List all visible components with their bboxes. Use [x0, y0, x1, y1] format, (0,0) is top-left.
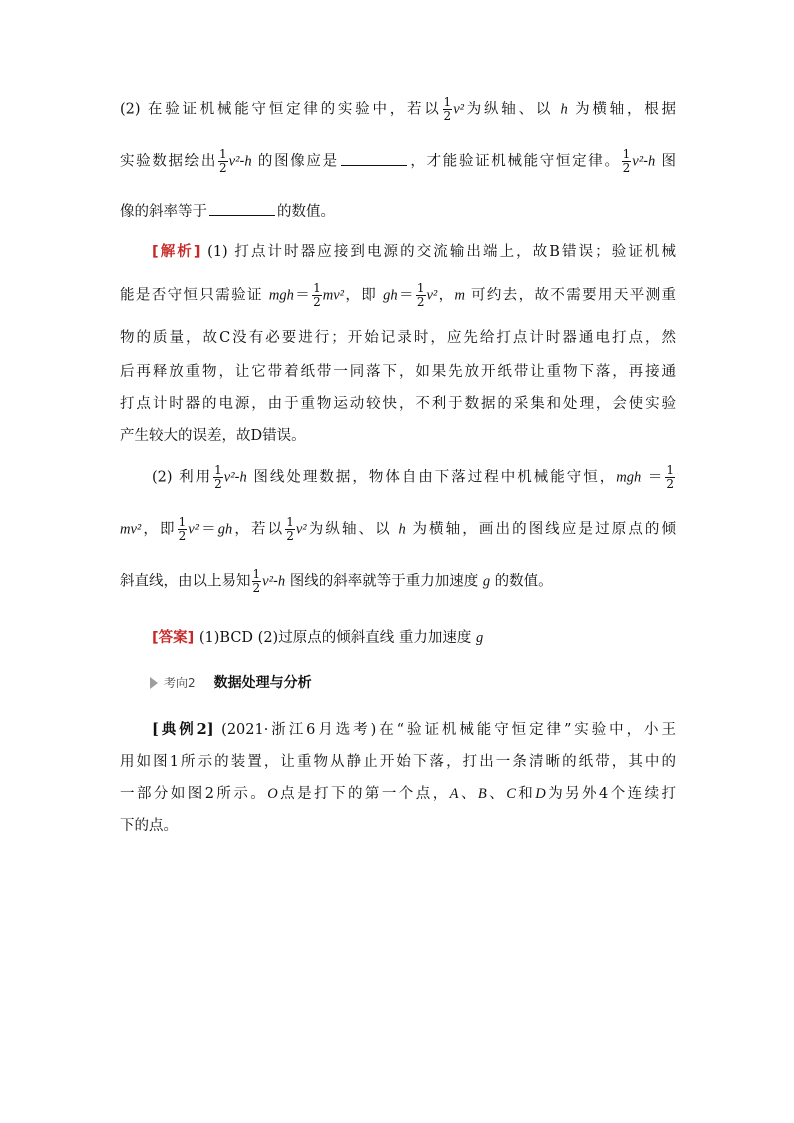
q2-line-2: 实验数据绘出 $\frac{1}{2}$ v²-h 的图像应是 ，才能验证机械能守恒定律。 $\frac{1}{2}$ v²-h 图: [120, 147, 677, 175]
fraction-half: $\frac{1}{2}$: [219, 147, 227, 175]
answer-tag: [答案]: [152, 630, 195, 646]
answer-blank: [341, 153, 407, 166]
q2-line-3: 像的斜率等于 的数值。: [120, 204, 335, 220]
answer-blank: [209, 203, 275, 216]
analysis2-line-2: mv²，即 $\frac{1}{2}$ v²＝gh，若以 $\frac{1}{2}$ v²为纵轴、以 h 为横轴，画出的图线应是过原点的倾: [120, 515, 677, 543]
analysis-line-2: 能是否守恒只需验证 mgh＝ $\frac{1}{2}$ mv²，即 gh＝ $\frac{1}{2}$ v²，m 可约去，故不需要用天平测重: [120, 281, 677, 309]
analysis-line-5: 打点计时器的电源，由于重物运动较快，不利于数据的采集和处理，会使实验: [120, 396, 676, 412]
example-line-1: [典例2] (2021·浙江6月选考)在“验证机械能守恒定律”实验中，小王: [152, 721, 676, 738]
example-tag: [典例2]: [152, 721, 214, 738]
analysis-line-1: [解析] (1) 打点计时器应接到电源的交流输出端上，故B错误；验证机械: [152, 244, 676, 260]
triangle-marker-icon: [150, 677, 158, 689]
fraction-half: $\frac{1}{2}$: [313, 281, 321, 309]
fraction-half: $\frac{1}{2}$: [178, 515, 187, 543]
fraction-half: $\frac{1}{2}$: [622, 147, 631, 175]
analysis-tag: [解析]: [152, 244, 201, 260]
section-title: 数据处理与分析: [213, 675, 312, 691]
analysis2-line-1: (2) 利用 $\frac{1}{2}$ v²-h 图线处理数据，物体自由下落过程中机械能守恒，mgh ＝ $\frac{1}{2}$: [152, 463, 675, 491]
fraction-half: $\frac{1}{2}$: [416, 281, 425, 309]
example-line-4: 下的点。: [120, 818, 178, 834]
analysis-line-4: 后再释放重物，让它带着纸带一同落下，如果先放开纸带让重物下落，再接通: [120, 364, 676, 380]
analysis-line-6: 产生较大的误差，故D错误。: [120, 428, 306, 444]
section-heading: [150, 672, 312, 692]
fraction-half: $\frac{1}{2}$: [214, 463, 222, 491]
analysis2-line-3: 斜直线，由以上易知 $\frac{1}{2}$ v²-h 图线的斜率就等于重力加速度 g 的数值。: [120, 567, 553, 595]
fraction-half: $\frac{1}{2}$: [443, 95, 452, 123]
section-label: 考向2: [164, 676, 196, 690]
analysis-line-3: 物的质量，故C没有必要进行；开始记录时，应先给打点计时器通电打点，然: [120, 330, 676, 346]
fraction-half: $\frac{1}{2}$: [286, 515, 294, 543]
example-line-3: 一部分如图2所示。O点是打下的第一个点，A、B、C和D为另外4个连续打: [120, 786, 677, 802]
answer-line: [答案] (1)BCD (2)过原点的倾斜直线 重力加速度 g: [152, 630, 484, 646]
fraction-half: $\frac{1}{2}$: [252, 567, 261, 595]
q2-line-1: (2) 在验证机械能守恒定律的实验中，若以 $\frac{1}{2}$ v²为纵轴、以 h 为横轴，根据: [120, 95, 676, 123]
fraction-half-split: $\frac{1}{2}$: [666, 463, 675, 491]
example-line-2: 用如图1所示的装置，让重物从静止开始下落，打出一条清晰的纸带，其中的: [120, 754, 676, 770]
